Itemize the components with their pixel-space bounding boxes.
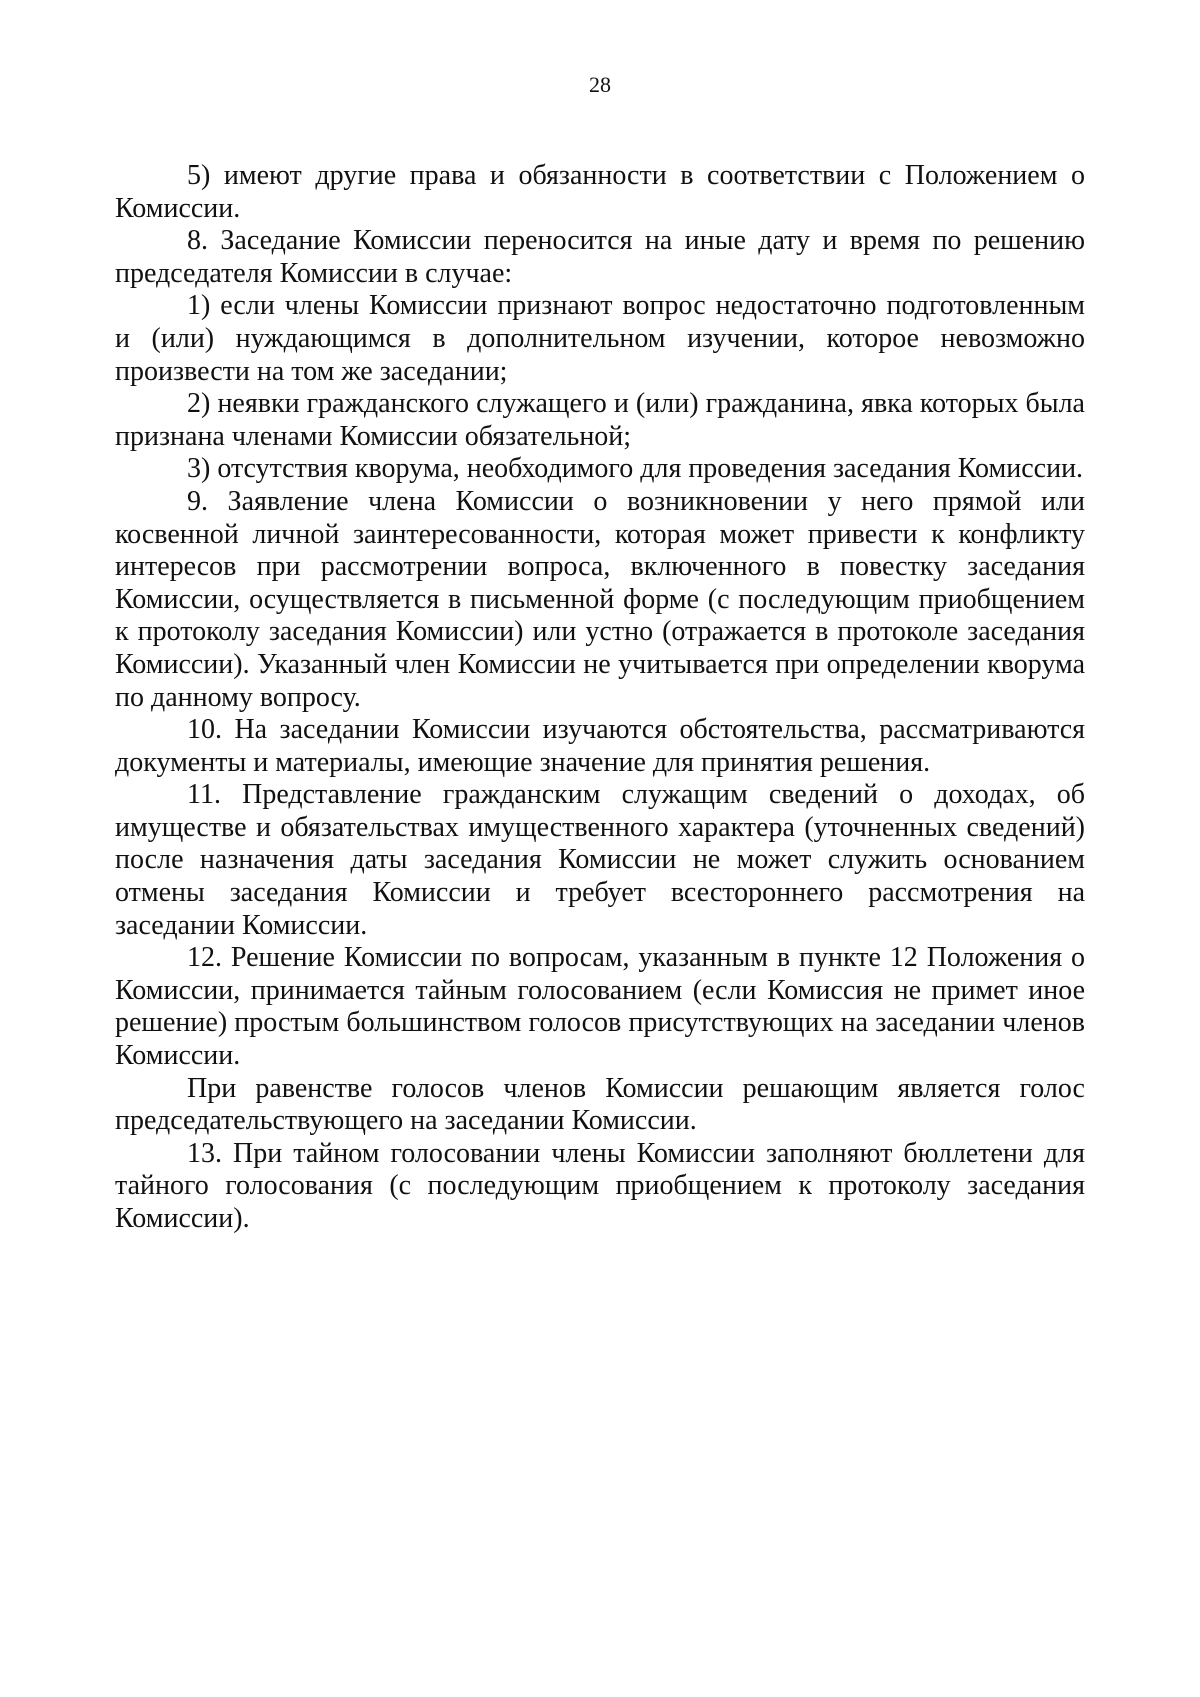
paragraph-item-2: 2) неявки гражданского служащего и (или) гражданина, явка которых была признана членами Комиссии обязательной; [115, 388, 1085, 452]
paragraph-clause-9: 9. Заявление члена Комиссии о возникновении у него прямой или косвенной личной заинтересованности, которая может привести к конфликту интересов при рассмотрении вопроса, включенного в повестку заседания Комиссии, осуществляется в письменной форме (с последующим приобщением к протоколу заседания Комиссии) или устно (отражается в протоколе заседания Комиссии). Указанный член Комиссии не учитывается при определении кворума по данному вопросу. [115, 485, 1085, 713]
paragraph-clause-10: 10. На заседании Комиссии изучаются обстоятельства, рассматриваются документы и материалы, имеющие значение для принятия решения. [115, 714, 1085, 778]
paragraph-item-5: 5) имеют другие права и обязанности в соответствии с Положением о Комиссии. [115, 160, 1085, 224]
paragraph-clause-11: 11. Представление гражданским служащим сведений о доходах, об имуществе и обязательствах имущественного характера (уточненных сведений) после назначения даты заседания Комиссии не может служить основанием отмены заседания Комиссии и требует всестороннего рассмотрения на заседании Комиссии. [115, 779, 1085, 941]
document-body [115, 160, 1085, 1236]
paragraph-tie-vote: При равенстве голосов членов Комиссии решающим является голос председательствующего на заседании Комиссии. [115, 1072, 1085, 1137]
paragraph-clause-13: 13. При тайном голосовании члены Комиссии заполняют бюллетени для тайного голосования (с последующим приобщением к протоколу заседания Комиссии). [115, 1137, 1085, 1234]
paragraph-clause-8: 8. Заседание Комиссии переносится на иные дату и время по решению председателя Комиссии в случае: [115, 225, 1085, 289]
paragraph-item-1: 1) если члены Комиссии признают вопрос недостаточно подготовленным и (или) нуждающимся в дополнительном изучении, которое невозможно произвести на том же заседании; [115, 290, 1085, 387]
page-number: 28 [589, 72, 611, 97]
paragraph-clause-12: 12. Решение Комиссии по вопросам, указанным в пункте 12 Положения о Комиссии, принимается тайным голосованием (если Комиссия не примет иное решение) простым большинством голосов присутствующих на заседании членов Комиссии. [115, 942, 1085, 1072]
paragraph-item-3: 3) отсутствия кворума, необходимого для проведения заседания Комиссии. [187, 453, 1084, 485]
